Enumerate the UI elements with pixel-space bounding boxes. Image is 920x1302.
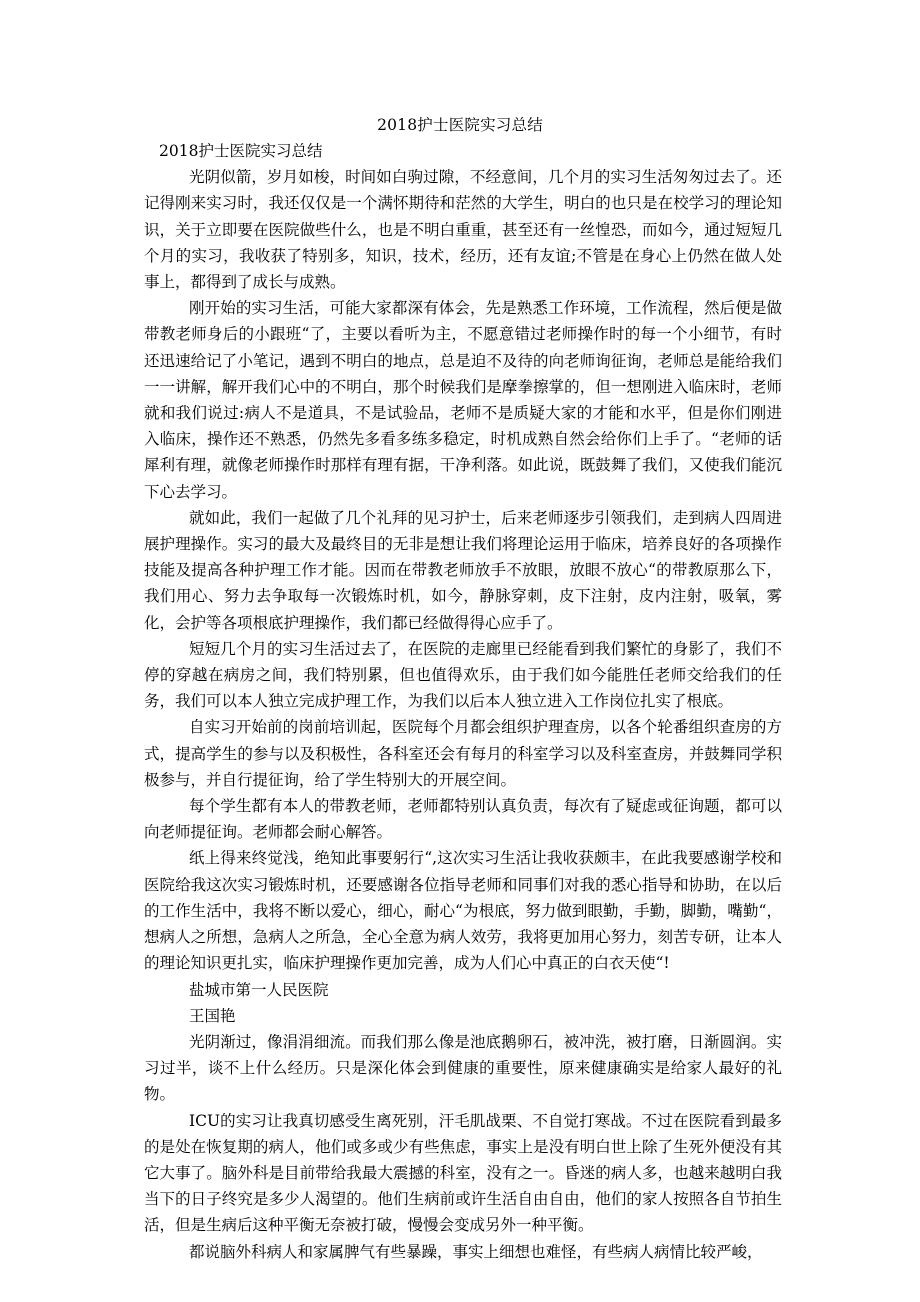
paragraph: ICU的实习让我真切感受生离死别，汗毛肌战栗、不自觉打寒战。不过在医院看到最多的是处在恢复期的病人，他们或多或少有些焦虑，事实上是没有明白世上除了生死外便没有其它大事了。脑外科是目前带给我最大震撼的科室，没有之一。昏迷的病人多，也越来越明白我当下的日子终究是多少人渴望的。他们生病前或许生活自由自由，他们的家人按照各自节拍生活，但是生病后这种平衡无奈被打破，慢慢会变成另外一种平衡。 — [144, 1111, 782, 1235]
paragraph: 就如此，我们一起做了几个礼拜的见习护士，后来老师逐步引领我们，走到病人四周进展护理操作。实习的最大及最终目的无非是想让我们将理论运用于临床，培养良好的各项操作技能及提高各种护理工作才能。因而在带教老师放手不放眼，放眼不放心“的带教原那么下，我们用心、努力去争取每一次锻炼时机，如今，静脉穿刺，皮下注射，皮内注射，吸氧，雾化，会护等各项根底护理操作，我们都已经做得得心应手了。 — [144, 508, 782, 632]
document-title: 2018护士医院实习总结 — [377, 116, 543, 134]
paragraph: 纸上得来终觉浅，绝知此事要躬行“,这次实习生活让我收获颇丰，在此我要感谢学校和医院给我这次实习锻炼时机，还要感谢各位指导老师和同事们对我的悉心指导和协助，在以后的工作生活中，我将不断以爱心，细心，耐心“为根底，努力做到眼勤，手勤，脚勤，嘴勤“，想病人之所想，急病人之所急，全心全意为病人效劳，我将更加用心努力，刻苦专研，让本人的理论知识更扎实，临床护理操作更加完善，成为人们心中真正的白衣天使“! — [144, 849, 782, 973]
document-subtitle: 2018护士医院实习总结 — [159, 142, 323, 160]
paragraph: 刚开始的实习生活，可能大家都深有体会，先是熟悉工作环境，工作流程，然后便是做带教老师身后的小跟班“了，主要以看听为主，不愿意错过老师操作时的每一个小细节，有时还迅速给记了小笔记，遇到不明白的地点，总是迫不及待的向老师询征询，老师总是能给我们一一讲解，解开我们心中的不明白，那个时候我们是摩拳擦掌的，但一想刚进入临床时，老师就和我们说过:病人不是道具，不是试验品，老师不是质疑大家的才能和水平，但是你们刚进入临床，操作还不熟悉，仍然先多看多练多稳定，时机成熟自然会给你们上手了。“老师的话犀利有理，就像老师操作时那样有理有据，干净利落。如此说，既鼓舞了我们，又使我们能沉下心去学习。 — [144, 299, 782, 501]
paragraph: 光阴渐过，像涓涓细流。而我们那么像是池底鹅卵石，被冲洗，被打磨，日渐圆润。实习过半，谈不上什么经历。只是深化体会到健康的重要性，原来健康确实是给家人最好的礼物。 — [144, 1032, 782, 1104]
signature-organization: 盐城市第一人民医院 — [189, 980, 329, 999]
paragraph: 每个学生都有本人的带教老师，老师都特别认真负责，每次有了疑虑或征询题，都可以向老师提征询。老师都会耐心解答。 — [144, 797, 782, 842]
paragraph: 都说脑外科病人和家属脾气有些暴躁，事实上细想也难怪，有些病人病情比较严峻， — [189, 1242, 763, 1261]
paragraph: 自实习开始前的岗前培训起，医院每个月都会组织护理查房，以各个轮番组织查房的方式，提高学生的参与以及积极性，各科室还会有每月的科室学习以及科室查房，并鼓舞同学积极参与，并自行提征询，给了学生特别大的开展空间。 — [144, 718, 782, 789]
paragraph: 光阴似箭，岁月如梭，时间如白驹过隙，不经意间，几个月的实习生活匆匆过去了。还记得刚来实习时，我还仅仅是一个满怀期待和茫然的大学生，明白的也只是在校学习的理论知识，关于立即要在医院做些什么，也是不明白重重，甚至还有一丝惶恐，而如今，通过短短几个月的实习，我收获了特别多，知识，技术，经历，还有友谊;不管是在身心上仍然在做人处事上，都得到了成长与成熟。 — [144, 168, 782, 292]
paragraph: 短短几个月的实习生活过去了，在医院的走廊里已经能看到我们繁忙的身影了，我们不停的穿越在病房之间，我们特别累，但也值得欢乐，由于我们如今能胜任老师交给我们的任务，我们可以本人独立完成护理工作，为我们以后本人独立进入工作岗位扎实了根底。 — [144, 639, 782, 711]
signature-name: 王国艳 — [189, 1006, 236, 1025]
document-body — [144, 138, 782, 1265]
